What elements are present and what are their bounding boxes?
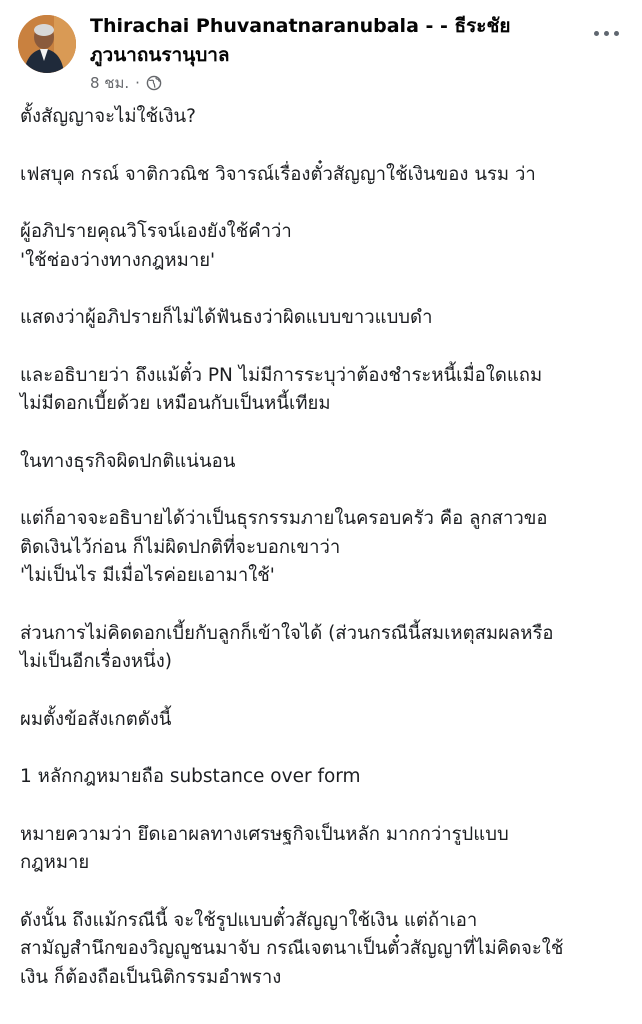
post-paragraph: ดังนั้น ถึงแม้กรณีนี้ จะใช้รูปแบบตั๋วสัญญาใช้เงิน แต่ถ้าเอา สามัญสำนึกของวิญญูชนมาจับ กรณีเจตนาเป็นตั๋วสัญญาที่ไม่คิดจะใช้ เงิน ก็ต้องถือเป็นนิติกรรมอำพราง	[20, 909, 564, 988]
post-paragraph: แต่ก็อาจจะอธิบายได้ว่าเป็นธุรกรรมภายในครอบครัว คือ ลูกสาวขอ ติดเงินไว้ก่อน ก็ไม่ผิดปกติที่จะบอกเขาว่า 'ไม่เป็นไร มีเมื่อไรค่อยเอามาใช้'	[20, 508, 548, 586]
avatar[interactable]	[18, 15, 76, 73]
post-header	[0, 0, 642, 100]
more-options-icon	[614, 31, 619, 36]
meta-separator: ·	[135, 74, 140, 92]
post-paragraph: แสดงว่าผู้อภิปรายก็ไม่ได้ฟันธงว่าผิดแบบขาวแบบดำ	[20, 307, 433, 328]
post-paragraph: หมายความว่า ยึดเอาผลทางเศรษฐกิจเป็นหลัก มากกว่ารูปแบบ กฎหมาย	[20, 823, 509, 873]
post-meta	[90, 70, 162, 96]
post-paragraph: ผู้อภิปรายคุณวิโรจน์เองยังใช้คำว่า 'ใช้ช่องว่างทางกฎหมาย'	[20, 221, 292, 271]
post-time[interactable]: 8 ชม.	[90, 74, 130, 92]
more-options-icon	[604, 31, 609, 36]
post-paragraph: ตั้งสัญญาจะไม่ใช้เงิน?	[20, 106, 196, 127]
globe-icon[interactable]	[146, 75, 162, 91]
post-body	[20, 103, 632, 1021]
post-paragraph: ในทางธุรกิจผิดปกติแน่นอน	[20, 450, 236, 472]
post-paragraph: 1 หลักกฎหมายถือ substance over form	[20, 766, 361, 787]
post-paragraph: ส่วนการไม่คิดดอกเบี้ยกับลูกก็เข้าใจได้ (ส่วนกรณีนี้สมเหตุสมผลหรือ ไม่เป็นอีกเรื่องหนึ่ง)	[20, 622, 554, 672]
profile-photo-icon	[18, 15, 76, 73]
more-options-icon	[594, 31, 599, 36]
author-name[interactable]: Thirachai Phuvanatnaranubala - - ธีระชัย ภูวนาถนรานุบาล	[90, 15, 511, 66]
more-options-button[interactable]	[584, 18, 628, 48]
post-paragraph: ผมตั้งข้อสังเกตดังนี้	[20, 708, 172, 730]
post-paragraph: และอธิบายว่า ถึงแม้ตั๋ว PN ไม่มีการระบุว่าต้องชำระหนี้เมื่อใดแถม ไม่มีดอกเบี้ยด้วย เหมือนกับเป็นหนี้เทียม	[20, 364, 543, 414]
post-paragraph: เฟสบุค กรณ์ จาติกวณิช วิจารณ์เรื่องตั๋วสัญญาใช้เงินของ นรม ว่า	[20, 163, 536, 185]
